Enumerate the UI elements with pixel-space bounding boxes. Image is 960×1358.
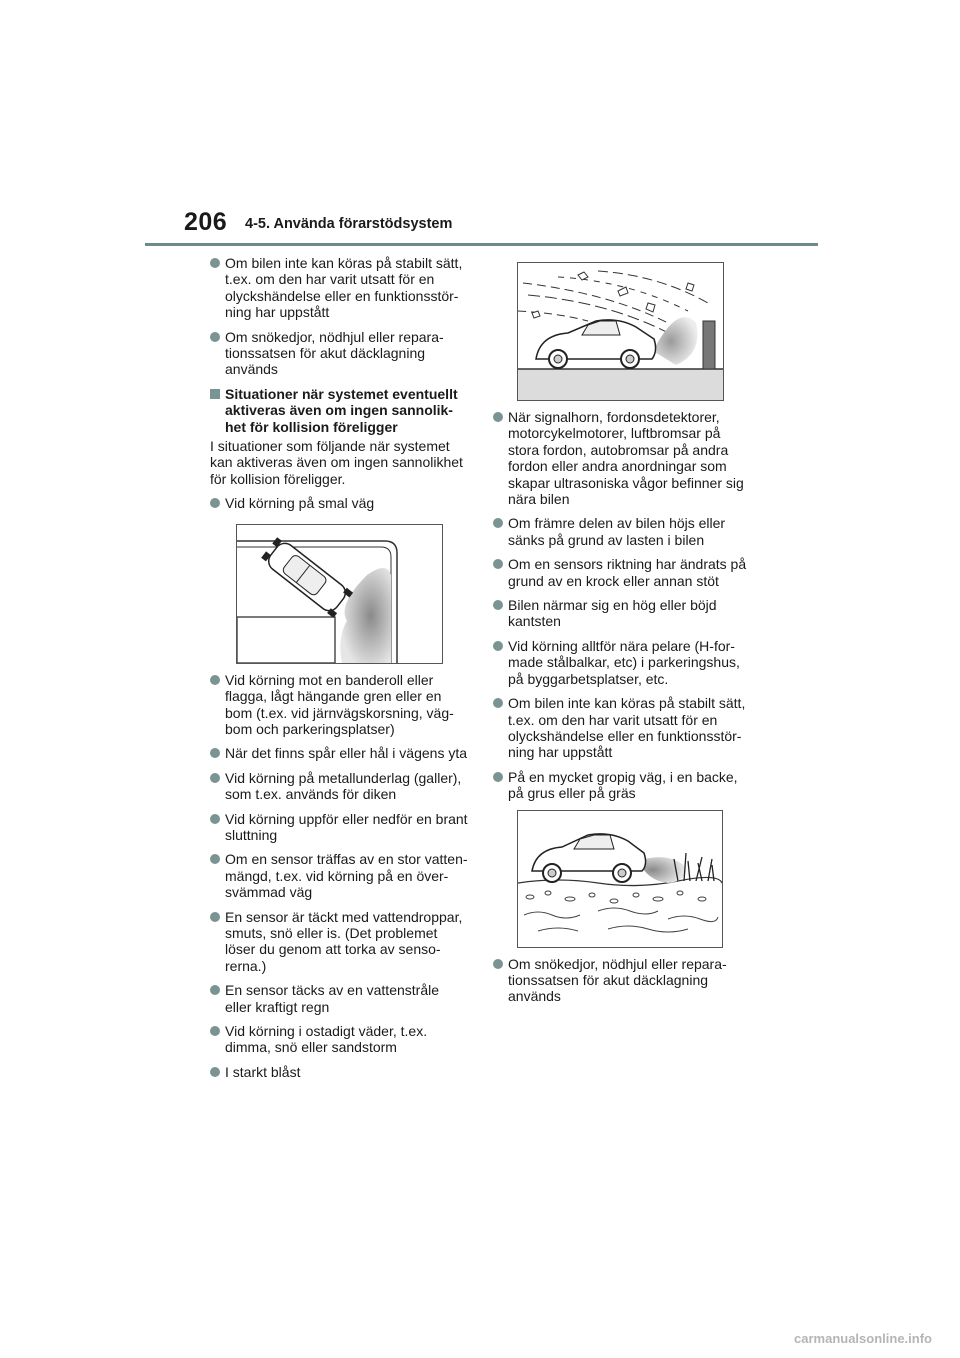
bullet-icon <box>493 559 503 569</box>
bullet-icon <box>493 600 503 610</box>
list-item: En sensor täcks av en vattenstråle eller kraftigt regn <box>210 982 468 1015</box>
right-column <box>493 262 751 1013</box>
list-item: Om en sensor träffas av en stor vatten-mängd, t.ex. vid körning på en över-svämmad väg <box>210 851 468 900</box>
intro-paragraph: I situationer som följande när systemet kan aktiveras även om ingen sannolikhet för kollision föreligger. <box>210 438 463 487</box>
bullet-icon <box>493 959 503 969</box>
bullet-icon <box>493 698 503 708</box>
bullet-icon <box>210 814 220 824</box>
bullet-icon <box>210 748 220 758</box>
watermark: carmanualsonline.info <box>794 1331 932 1346</box>
bullet-icon <box>493 412 503 422</box>
list-item: Vid körning på metallunderlag (galler), som t.ex. används för diken <box>210 770 468 803</box>
left-column <box>210 255 468 1088</box>
list-item: Vid körning alltför nära pelare (H-for-made stålbalkar, etc) i parkeringshus, på byggarbetsplatser, etc. <box>493 638 751 687</box>
strong-wind-illustration <box>517 262 724 401</box>
list-item: Vid körning uppför eller nedför en brant sluttning <box>210 811 468 844</box>
bullet-icon <box>493 518 503 528</box>
list-item: Om bilen inte kan köras på stabilt sätt, t.ex. om den har varit utsatt för en olyckshändelse eller en funktionsstör-ning har uppstått <box>210 255 468 321</box>
bullet-icon <box>210 332 220 342</box>
list-item: Vid körning på smal väg <box>210 495 468 511</box>
bullet-icon <box>493 641 503 651</box>
bullet-icon <box>210 498 220 508</box>
list-item: En sensor är täckt med vattendroppar, smuts, snö eller is. (Det problemet löser du genom att torka av senso-rerna.) <box>210 909 468 975</box>
list-item: Bilen närmar sig en hög eller böjd kantsten <box>493 597 751 630</box>
list-item: Om främre delen av bilen höjs eller sänks på grund av lasten i bilen <box>493 515 751 548</box>
list-item: I starkt blåst <box>210 1064 468 1080</box>
list-item: Om snökedjor, nödhjul eller repara-tionssatsen för akut däcklagning används <box>493 956 751 1005</box>
list-item: Om bilen inte kan köras på stabilt sätt, t.ex. om den har varit utsatt för en olyckshändelse eller en funktionsstör-ning har uppstått <box>493 695 751 761</box>
subsection-heading: Situationer när systemet eventuellt aktiveras även om ingen sannolik-het för kollision föreligger <box>210 386 468 435</box>
bullet-icon <box>210 675 220 685</box>
list-item: När signalhorn, fordonsdetektorer, motorcykelmotorer, luftbromsar på stora fordon, autobromsar på andra fordon eller andra anordningar som skapar ultrasoniska vågor befinner sig nära bilen <box>493 409 751 507</box>
bullet-icon <box>210 773 220 783</box>
rough-road-illustration <box>517 810 723 948</box>
bullet-icon <box>210 1067 220 1077</box>
bullet-icon <box>210 1026 220 1036</box>
list-item: När det finns spår eller hål i vägens yta <box>210 745 468 761</box>
list-item: Vid körning i ostadigt väder, t.ex. dimma, snö eller sandstorm <box>210 1023 468 1056</box>
bullet-icon <box>210 912 220 922</box>
section-title: 4-5. Använda förarstödsystem <box>245 216 453 232</box>
narrow-road-illustration <box>236 524 443 664</box>
header-divider <box>145 243 818 246</box>
page-number: 206 <box>184 208 228 236</box>
bullet-icon <box>210 854 220 864</box>
list-item: Om snökedjor, nödhjul eller repara-tionssatsen för akut däcklagning används <box>210 329 468 378</box>
page-header <box>0 0 960 250</box>
bullet-icon <box>210 985 220 995</box>
list-item: Vid körning mot en banderoll eller flagga, lågt hängande gren eller en bom (t.ex. vid järnvägskorsning, väg-bom och parkeringsplatser) <box>210 672 468 738</box>
bullet-icon <box>210 258 220 268</box>
square-bullet-icon <box>210 389 220 399</box>
list-item: Om en sensors riktning har ändrats på grund av en krock eller annan stöt <box>493 556 751 589</box>
list-item: På en mycket gropig väg, i en backe, på grus eller på gräs <box>493 769 751 802</box>
bullet-icon <box>493 772 503 782</box>
